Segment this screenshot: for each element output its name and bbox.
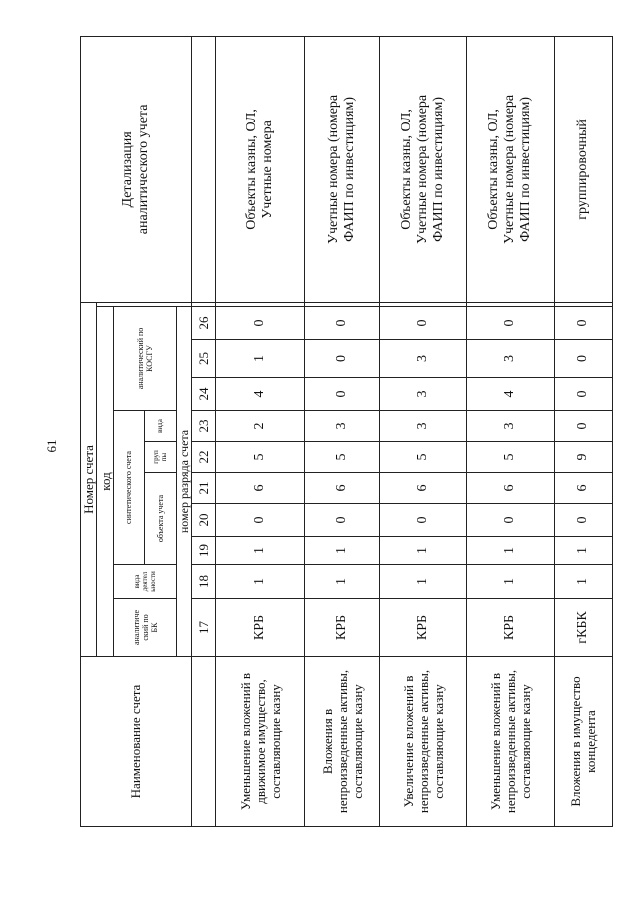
- row-cell: 6: [380, 473, 467, 504]
- row-cell: 3: [467, 411, 554, 442]
- row-cell: 1: [305, 537, 380, 565]
- row-cell: КРБ: [467, 599, 554, 657]
- digit-cell: 23: [191, 411, 216, 442]
- digit-cell: 24: [191, 378, 216, 411]
- row-spacer: [305, 302, 380, 306]
- digit-cell: 25: [191, 340, 216, 378]
- row-cell: 1: [467, 565, 554, 599]
- row-cell: 1: [216, 537, 305, 565]
- row-spacer: [216, 302, 305, 306]
- row-name: Увеличение вложений в непроизведенные активы, составляющие казну: [380, 657, 467, 827]
- row-cell: гКБК: [554, 599, 612, 657]
- digits-detail-blank: [191, 36, 216, 302]
- row-cell: 3: [467, 340, 554, 378]
- digit-cell: 21: [191, 473, 216, 504]
- row-cell: КРБ: [216, 599, 305, 657]
- digits-spacer: [191, 302, 216, 306]
- header-synthetic: синтетического счета: [113, 411, 144, 565]
- row-cell: 3: [305, 411, 380, 442]
- row-cell: 1: [554, 537, 612, 565]
- row-cell: КРБ: [380, 599, 467, 657]
- header-activity-type: вида деятел ьности: [113, 565, 177, 599]
- table-row: [380, 36, 467, 826]
- row-cell: 3: [380, 340, 467, 378]
- digit-cell: 20: [191, 504, 216, 537]
- row-cell: 6: [467, 473, 554, 504]
- header-account-number: Номер счета: [81, 302, 97, 656]
- header-accounting-object: объекта учета: [144, 473, 177, 565]
- row-cell: 5: [216, 442, 305, 473]
- page-number: 61: [44, 439, 59, 453]
- row-cell: 0: [305, 378, 380, 411]
- row-cell: 5: [380, 442, 467, 473]
- digit-cell: 17: [191, 599, 216, 657]
- row-name: Уменьшение вложений в непроизведенные активы, составляющие казну: [467, 657, 554, 827]
- header-type: вида: [144, 411, 177, 442]
- header-analytic-kosgu: аналитический по КОСГУ: [113, 307, 177, 411]
- account-table: [80, 36, 613, 827]
- row-name: Вложения в непроизведенные активы, составляющие казну: [305, 657, 380, 827]
- table-row: [305, 36, 380, 826]
- digit-cell: 19: [191, 537, 216, 565]
- digit-cell: 26: [191, 307, 216, 340]
- row-cell: 0: [380, 307, 467, 340]
- rotated-document: [80, 37, 613, 827]
- digit-cell: 22: [191, 442, 216, 473]
- row-cell: 0: [467, 504, 554, 537]
- row-cell: 1: [554, 565, 612, 599]
- row-cell: 0: [554, 340, 612, 378]
- row-detail: Объекты казны, ОЛ, Учетные номера (номера ФАИП по инвестициям): [380, 36, 467, 302]
- row-cell: 0: [554, 378, 612, 411]
- row-name: Уменьшение вложений в движимое имущество, составляющие казну: [216, 657, 305, 827]
- row-cell: 0: [554, 307, 612, 340]
- digits-name-blank: [191, 657, 216, 827]
- row-cell: 0: [467, 307, 554, 340]
- row-detail: Учетные номера (номера ФАИП по инвестициям): [305, 36, 380, 302]
- row-cell: 0: [305, 504, 380, 537]
- header-analytic-bk: аналитиче ский по БК: [113, 599, 177, 657]
- table-row: [467, 36, 554, 826]
- row-detail: Объекты казны, ОЛ, Учетные номера: [216, 36, 305, 302]
- row-cell: 6: [554, 473, 612, 504]
- row-cell: 1: [380, 565, 467, 599]
- header-digit-number: номер разряда счета: [177, 307, 191, 657]
- row-cell: 0: [216, 504, 305, 537]
- row-cell: 0: [216, 307, 305, 340]
- header-group: груп пы: [144, 442, 177, 473]
- row-cell: 1: [467, 537, 554, 565]
- row-cell: 5: [467, 442, 554, 473]
- row-detail: группировочный: [554, 36, 612, 302]
- row-cell: 1: [380, 537, 467, 565]
- row-cell: 4: [216, 378, 305, 411]
- row-cell: 0: [554, 411, 612, 442]
- row-cell: 6: [305, 473, 380, 504]
- row-cell: 3: [380, 378, 467, 411]
- header-name: Наименование счета: [81, 657, 192, 827]
- digit-cell: 18: [191, 565, 216, 599]
- row-cell: 1: [216, 340, 305, 378]
- row-cell: 3: [380, 411, 467, 442]
- row-spacer: [467, 302, 554, 306]
- table-row: [216, 36, 305, 826]
- row-cell: 6: [216, 473, 305, 504]
- row-cell: 5: [305, 442, 380, 473]
- row-cell: 0: [305, 307, 380, 340]
- row-cell: 2: [216, 411, 305, 442]
- header-detail: Детализация аналитического учета: [81, 36, 192, 302]
- header-code: код: [97, 307, 113, 657]
- row-cell: 9: [554, 442, 612, 473]
- row-spacer: [380, 302, 467, 306]
- row-cell: 0: [305, 340, 380, 378]
- row-cell: 1: [305, 565, 380, 599]
- row-cell: 0: [380, 504, 467, 537]
- row-cell: 4: [467, 378, 554, 411]
- row-cell: 1: [216, 565, 305, 599]
- table-row: [554, 36, 612, 826]
- row-spacer: [554, 302, 612, 306]
- row-detail: Объекты казны, ОЛ, Учетные номера (номера ФАИП по инвестициям): [467, 36, 554, 302]
- row-name: Вложения в имущество концедента: [554, 657, 612, 827]
- row-cell: КРБ: [305, 599, 380, 657]
- row-cell: 0: [554, 504, 612, 537]
